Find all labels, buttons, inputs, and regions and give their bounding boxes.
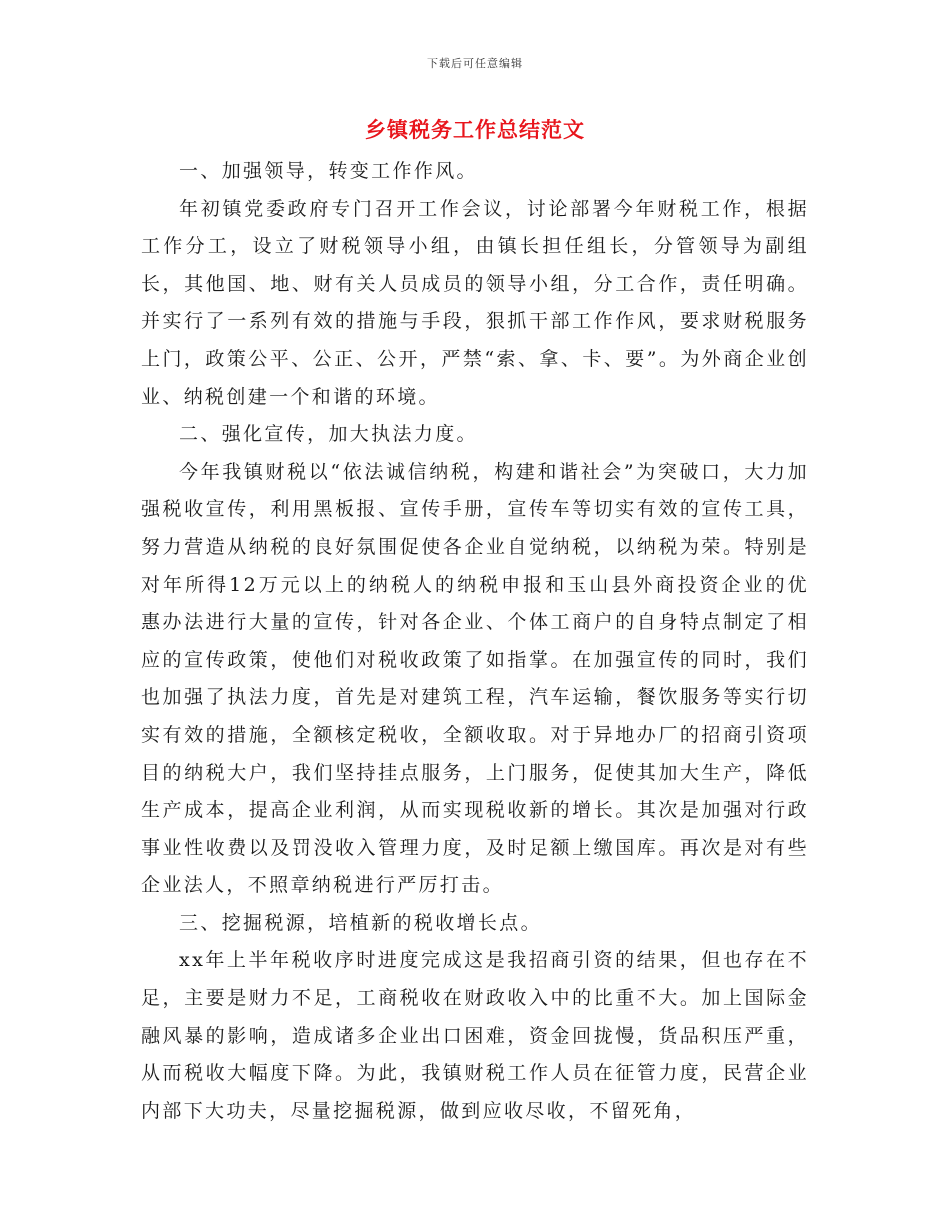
section-heading-3: 三、挖掘税源，培植新的税收增长点。	[179, 911, 542, 934]
document-body	[141, 153, 809, 1130]
document-title: 乡镇税务工作总结范文	[365, 117, 585, 142]
section-heading-2: 二、强化宣传，加大执法力度。	[179, 423, 478, 446]
section-heading-1: 一、加强领导，转变工作作风。	[179, 160, 478, 182]
paragraph-3: xx年上半年税收序时进度完成这是我招商引资的结果，但也存在不足，主要是财力不足，工商税收在财政收入中的比重不大。加上国际金融风暴的影响，造成诸多企业出口困难，资金回拢慢，货品积压严重，从而税收大幅度下降。为此，我镇财税工作人员在征管力度，民营企业内部下大功夫，尽量挖掘税源，做到应收尽收，不留死角，	[141, 949, 809, 1122]
page-header-note: 下载后可任意编辑	[427, 57, 523, 70]
paragraph-2: 今年我镇财税以“依法诚信纳税，构建和谐社会”为突破口，大力加强税收宣传，利用黑板报、宣传手册，宣传车等切实有效的宣传工具，努力营造从纳税的良好氛围促使各企业自觉纳税，以纳税为荣。特别是对年所得12万元以上的纳税人的纳税申报和玉山县外商投资企业的优惠办法进行大量的宣传，针对各企业、个体工商户的自身特点制定了相应的宣传政策，使他们对税收政策了如指掌。在加强宣传的同时，我们也加强了执法力度，首先是对建筑工程，汽车运输，餐饮服务等实行切实有效的措施，全额核定税收，全额收取。对于异地办厂的招商引资项目的纳税大户，我们坚持挂点服务，上门服务，促使其加大生产，降低生产成本，提高企业利润，从而实现税收新的增长。其次是加强对行政事业性收费以及罚没收入管理力度，及时足额上缴国库。再次是对有些企业法人，不照章纳税进行严厉打击。	[141, 460, 809, 897]
paragraph-1: 年初镇党委政府专门召开工作会议，讨论部署今年财税工作，根据工作分工，设立了财税领导小组，由镇长担任组长，分管领导为副组长，其他国、地、财有关人员成员的领导小组，分工合作，责任明确。并实行了一系列有效的措施与手段，狠抓干部工作作风，要求财税服务上门，政策公平、公正、公开，严禁“索、拿、卡、要”。为外商企业创业、纳税创建一个和谐的环境。	[141, 197, 809, 408]
